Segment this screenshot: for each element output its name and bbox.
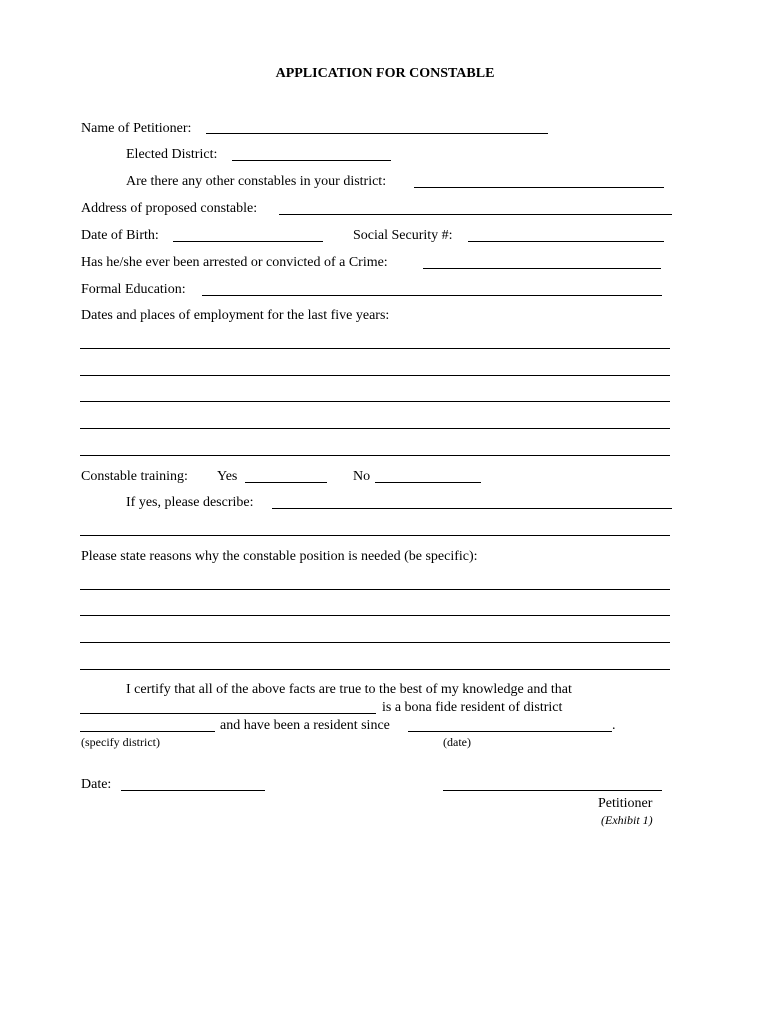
date-hint: (date) <box>443 735 471 749</box>
employment-line[interactable] <box>80 375 670 376</box>
arrested-label: Has he/she ever been arrested or convicted of a Crime: <box>81 255 388 270</box>
education-field[interactable] <box>202 295 662 296</box>
training-label: Constable training: <box>81 469 188 484</box>
other-constables-field[interactable] <box>414 187 664 188</box>
dob-field[interactable] <box>173 241 323 242</box>
describe-label: If yes, please describe: <box>126 495 254 510</box>
address-field[interactable] <box>279 214 672 215</box>
reasons-line[interactable] <box>80 642 670 643</box>
reasons-line[interactable] <box>80 669 670 670</box>
employment-line[interactable] <box>80 401 670 402</box>
yes-field[interactable] <box>245 482 327 483</box>
name-label: Name of Petitioner: <box>81 121 192 136</box>
exhibit-label: (Exhibit 1) <box>601 813 653 827</box>
petitioner-label: Petitioner <box>598 796 653 811</box>
since-text: and have been a resident since <box>220 718 390 733</box>
reasons-line[interactable] <box>80 615 670 616</box>
elected-district-label: Elected District: <box>126 147 218 162</box>
petitioner-signature-field[interactable] <box>443 790 662 791</box>
education-label: Formal Education: <box>81 282 186 297</box>
other-constables-label: Are there any other constables in your district: <box>126 174 387 189</box>
address-label: Address of proposed constable: <box>81 201 258 216</box>
resident-text: is a bona fide resident of district <box>382 700 563 715</box>
specify-district-hint: (specify district) <box>81 735 160 749</box>
elected-district-field[interactable] <box>232 160 391 161</box>
name-field[interactable] <box>206 133 548 134</box>
employment-line[interactable] <box>80 455 670 456</box>
certify-text: I certify that all of the above facts are true to the best of my knowledge and that <box>126 682 572 697</box>
employment-line[interactable] <box>80 428 670 429</box>
date-label: Date: <box>81 777 112 792</box>
no-field[interactable] <box>375 482 481 483</box>
employment-label: Dates and places of employment for the last five years: <box>81 308 390 323</box>
district-field[interactable] <box>80 731 215 732</box>
describe-line[interactable] <box>80 535 670 536</box>
arrested-field[interactable] <box>423 268 661 269</box>
yes-label: Yes <box>217 469 238 484</box>
employment-line[interactable] <box>80 348 670 349</box>
dob-label: Date of Birth: <box>81 228 159 243</box>
describe-field[interactable] <box>272 508 672 509</box>
ssn-label: Social Security #: <box>353 228 453 243</box>
resident-name-field[interactable] <box>80 713 376 714</box>
reasons-line[interactable] <box>80 589 670 590</box>
reasons-label: Please state reasons why the constable position is needed (be specific): <box>81 549 478 564</box>
ssn-field[interactable] <box>468 241 664 242</box>
form-title: APPLICATION FOR CONSTABLE <box>275 66 495 81</box>
period: . <box>612 718 616 733</box>
since-date-field[interactable] <box>408 731 612 732</box>
date-field[interactable] <box>121 790 265 791</box>
no-label: No <box>353 469 371 484</box>
